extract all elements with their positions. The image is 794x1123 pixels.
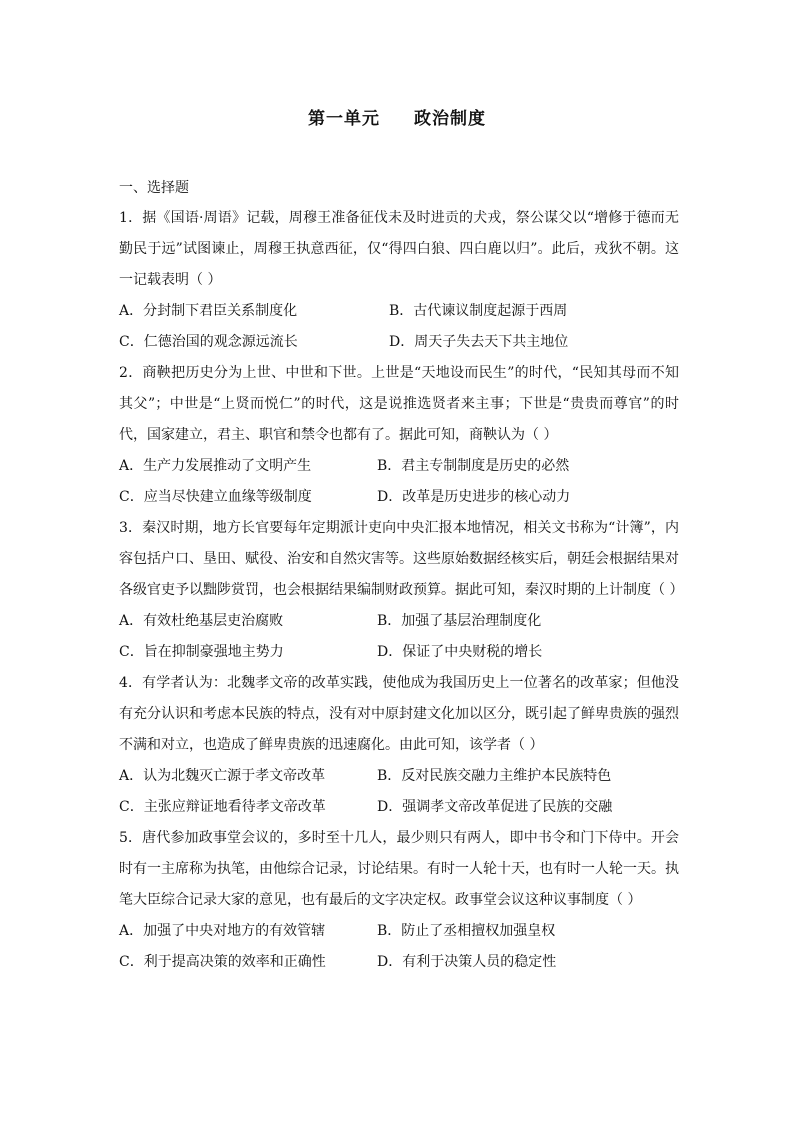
question-stem: 3．秦汉时期，地方长官要每年定期派计吏向中央汇报本地情况，相关文书称为“计簿”，内容包括户口、垦田、赋役、治安和自然灾害等。这些原始数据经核实后，朝廷会根据结果对各级官吏予以黜陟赏罚，也会根据结果编制财政预算。据此可知，秦汉时期的上计制度（ ）: [119, 520, 684, 598]
option-d: D．有利于决策人员的稳定性: [377, 954, 557, 970]
option-d: D．周天子失去天下共主地位: [389, 334, 569, 350]
options-row: [119, 761, 679, 792]
option-a: A．认为北魏灭亡源于孝文帝改革: [119, 768, 326, 784]
option-c: C．主张应辩证地看待孝文帝改革: [119, 799, 326, 815]
question-5: [119, 823, 679, 978]
option-d: D．保证了中央财税的增长: [377, 644, 543, 660]
page-title: [0, 104, 794, 129]
question-list: [119, 203, 684, 978]
question-stem: 2．商鞅把历史分为上世、中世和下世。上世是“天地设而民生”的时代，“民知其母而不知其父”；中世是“上贤而悦仁”的时代，这是说推选贤者来主事；下世是“贵贵而尊官”的时代，国家建立，君主、职官和禁令也都有了。据此可知，商鞅认为（ ）: [119, 365, 679, 443]
options-row: [119, 916, 679, 947]
option-b: B．古代谏议制度起源于西周: [389, 303, 568, 319]
option-a: A．分封制下君臣关系制度化: [119, 303, 298, 319]
question-1: [119, 203, 679, 358]
title-topic: 政治制度: [414, 109, 486, 129]
options-row: [119, 947, 679, 978]
option-a: A．有效杜绝基层吏治腐败: [119, 613, 284, 629]
options-row: [119, 482, 679, 513]
options-row: [119, 327, 679, 358]
option-b: B．反对民族交融力主维护本民族特色: [377, 768, 612, 784]
options-row: [119, 792, 679, 823]
options-row: [119, 451, 679, 482]
option-c: C．旨在抑制豪强地主势力: [119, 644, 284, 660]
question-4: [119, 668, 679, 823]
option-a: A．加强了中央对地方的有效管辖: [119, 923, 326, 939]
section-heading: 一、选择题: [119, 180, 189, 196]
option-b: B．君主专制制度是历史的必然: [377, 458, 570, 474]
option-b: B．防止了丞相擅权加强皇权: [377, 923, 556, 939]
question-stem: 5．唐代参加政事堂会议的，多时至十几人，最少则只有两人，即中书令和门下侍中。开会时有一主席称为执笔，由他综合记录，讨论结果。有时一人轮十天，也有时一人轮一天。执笔大臣综合记录大家的意见，也有最后的文字决定权。政事堂会议这种议事制度（ ）: [119, 830, 679, 908]
question-3: [119, 513, 684, 668]
question-stem: 4．有学者认为：北魏孝文帝的改革实践，使他成为我国历史上一位著名的改革家；但他没有充分认识和考虑本民族的特点，没有对中原封建文化加以区分，既引起了鲜卑贵族的强烈不满和对立，也造成了鲜卑贵族的迅速腐化。由此可知，该学者（ ）: [119, 675, 679, 753]
option-c: C．应当尽快建立血缘等级制度: [119, 489, 312, 505]
question-2: [119, 358, 679, 513]
option-c: C．仁德治国的观念源远流长: [119, 334, 298, 350]
options-row: [119, 637, 679, 668]
options-row: [119, 606, 679, 637]
option-b: B．加强了基层治理制度化: [377, 613, 542, 629]
title-unit: 第一单元: [308, 109, 380, 129]
option-d: D．改革是历史进步的核心动力: [377, 489, 571, 505]
option-a: A．生产力发展推动了文明产生: [119, 458, 312, 474]
option-d: D．强调孝文帝改革促进了民族的交融: [377, 799, 613, 815]
question-stem: 1．据《国语·周语》记载，周穆王准备征伐未及时进贡的犬戎，祭公谋父以“增修于德而无勤民于远”试图谏止，周穆王执意西征，仅“得四白狼、四白鹿以归”。此后，戎狄不朝。这一记载表明（ ）: [119, 210, 679, 288]
options-row: [119, 296, 679, 327]
option-c: C．利于提高决策的效率和正确性: [119, 954, 326, 970]
